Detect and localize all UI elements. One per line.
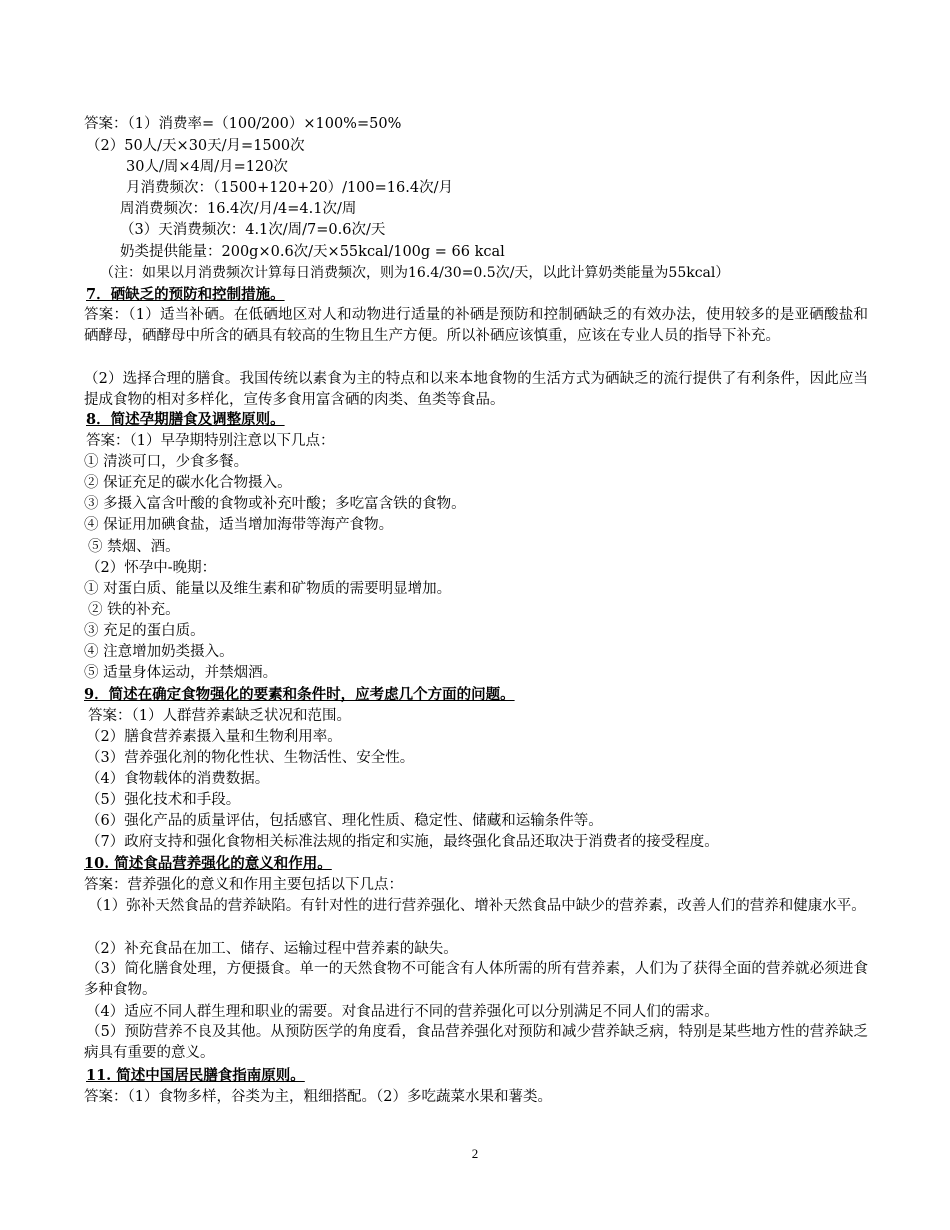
- q9-line: （3）营养强化剂的物化性状、生物活性、安全性。: [86, 750, 415, 766]
- answer6-line-5: 周消费频次：16.4次/月/4=4.1次/周: [120, 201, 357, 217]
- q9-line: 答案：（1）人群营养素缺乏状况和范围。: [88, 708, 351, 724]
- q10-title: 10. 简述食品营养强化的意义和作用。: [84, 855, 332, 872]
- answer6-line-6: （3）天消费频次：4.1次/周/7=0.6次/天: [120, 222, 386, 238]
- q9-line: （6）强化产品的质量评估，包括感官、理化性质、稳定性、储藏和运输条件等。: [86, 813, 603, 829]
- q8-line: ⑤ 适量身体运动，并禁烟酒。: [84, 665, 278, 681]
- answer6-line-4: 月消费频次：（1500+120+20）/100=16.4次/月: [126, 180, 453, 196]
- q8-line: ③ 多摄入富含叶酸的食物或补充叶酸；多吃富含铁的食物。: [84, 496, 466, 512]
- answer6-line-2: （2）50人/天×30天/月=1500次: [86, 138, 305, 154]
- q8-line: ② 保证充足的碳水化合物摄入。: [84, 475, 292, 491]
- q8-line: （2）怀孕中-晚期：: [86, 560, 217, 576]
- q7-title: 7．硒缺乏的预防和控制措施。: [86, 286, 285, 303]
- q11-answer: 答案：（1）食物多样，谷类为主，粗细搭配。（2）多吃蔬菜水果和薯类。: [84, 1089, 552, 1105]
- q9-line: （7）政府支持和强化食物相关标准法规的指定和实施，最终强化食品还取决于消费者的接受程度。: [86, 834, 719, 850]
- q7-answer-paragraph-1: 答案：（1）适当补硒。在低硒地区对人和动物进行适量的补硒是预防和控制硒缺乏的有效办法，使用较多的是亚硒酸盐和硒酵母，硒酵母中所含的硒具有较高的生物且生产方便。所以补硒应该慎重，应该在专业人员的指导下补充。: [84, 307, 868, 344]
- answer6-line-3: 30人/周×4周/月=120次: [126, 159, 288, 175]
- q8-line: ② 铁的补充。: [88, 602, 180, 618]
- q9-line: （2）膳食营养素摄入量和生物利用率。: [86, 729, 342, 745]
- answer6-line-7: 奶类提供能量：200g×0.6次/天×55kcal/100g = 66 kcal: [120, 244, 505, 260]
- q8-line: ④ 注意增加奶类摄入。: [84, 644, 234, 660]
- q8-line: ④ 保证用加碘食盐，适当增加海带等海产食物。: [84, 517, 394, 533]
- q8-line: ① 清淡可口，少食多餐。: [84, 454, 249, 470]
- q8-line: ③ 充足的蛋白质。: [84, 623, 205, 639]
- answer6-note: （注：如果以月消费频次计算每日消费频次，则为16.4/30=0.5次/天，以此计算奶类能量为55kcal）: [100, 265, 730, 281]
- q9-line: （4）食物载体的消费数据。: [86, 771, 270, 787]
- q8-line: ① 对蛋白质、能量以及维生素和矿物质的需要明显增加。: [84, 581, 452, 597]
- q8-line: ⑤ 禁烟、酒。: [88, 539, 180, 555]
- q11-title: 11. 简述中国居民膳食指南原则。: [86, 1067, 305, 1084]
- q10-point-2: （2）补充食品在加工、储存、运输过程中营养素的缺失。: [86, 941, 458, 957]
- q10-intro: 答案：营养强化的意义和作用主要包括以下几点：: [84, 877, 403, 893]
- answer6-line-1: 答案：（1）消费率=（100/200）×100%=50%: [84, 116, 402, 132]
- q9-line: （5）强化技术和手段。: [86, 792, 241, 808]
- q8-line: 答案：（1）早孕期特别注意以下几点：: [86, 433, 335, 449]
- q7-answer-paragraph-2: （2）选择合理的膳食。我国传统以素食为主的特点和以来本地食物的生活方式为硒缺乏的流行提供了有利条件，因此应当提成食物的相对多样化，宣传多食用富含硒的肉类、鱼类等食品。: [84, 371, 868, 408]
- q10-point-3: （3）简化膳食处理，方便摄食。单一的天然食物不可能含有人体所需的所有营养素，人们为了获得全面的营养就必须进食多种食物。: [84, 961, 868, 998]
- q10-point-5: （5）预防营养不良及其他。从预防医学的角度看，食品营养强化对预防和减少营养缺乏病，特别是某些地方性的营养缺乏病具有重要的意义。: [84, 1024, 868, 1061]
- q10-point-4: （4）适应不同人群生理和职业的需要。对食品进行不同的营养强化可以分别满足不同人们的需求。: [86, 1004, 719, 1020]
- q10-point-1: （1）弥补天然食品的营养缺陷。有针对性的进行营养强化、增补天然食品中缺少的营养素，改善人们的营养和健康水平。: [88, 898, 866, 914]
- q9-title: 9．简述在确定食物强化的要素和条件时，应考虑几个方面的问题。: [84, 686, 515, 703]
- page-number: 2: [471, 1146, 479, 1161]
- q8-title: 8．简述孕期膳食及调整原则。: [86, 411, 285, 428]
